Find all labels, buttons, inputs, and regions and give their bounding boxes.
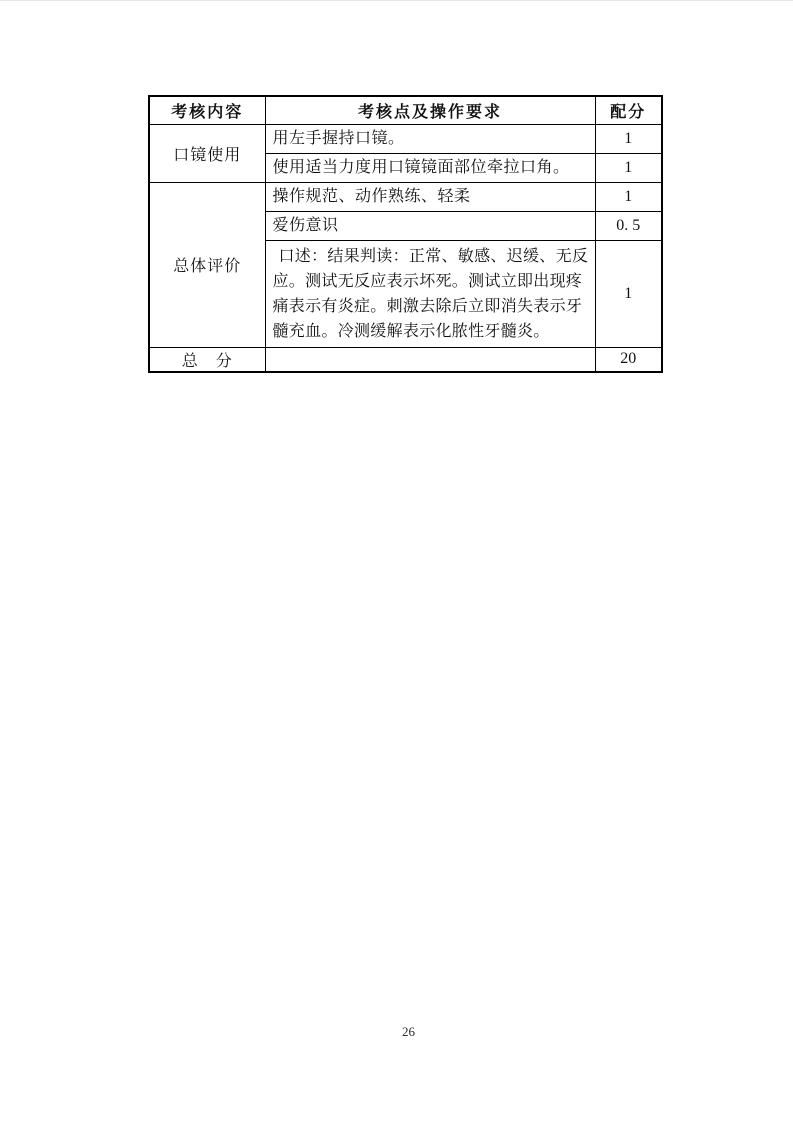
page-footer (0, 1024, 793, 1040)
score-cell-total: 20 (595, 347, 662, 372)
score-cell: 0. 5 (595, 211, 662, 240)
page-number: 26 (402, 1024, 415, 1039)
table-row-total (149, 347, 662, 372)
score-cell: 1 (595, 240, 662, 347)
assessment-score-table (148, 95, 663, 373)
item-cell: 使用适当力度用口镜镜面部位牵拉口角。 (265, 153, 595, 182)
group-cell-mouth-mirror-use: 口镜使用 (149, 124, 265, 182)
column-header-score: 配分 (595, 96, 662, 124)
table-row (149, 182, 662, 211)
column-header-assessment-content: 考核内容 (149, 96, 265, 124)
item-cell: 操作规范、动作熟练、轻柔 (265, 182, 595, 211)
item-cell: 用左手握持口镜。 (265, 124, 595, 153)
item-cell-oral-result-interpretation: 口述：结果判读：正常、敏感、迟缓、无反应。测试无反应表示坏死。测试立即出现疼痛表示有炎症。刺激去除后立即消失表示牙髓充血。冷测缓解表示化脓性牙髓炎。 (265, 240, 595, 347)
score-cell: 1 (595, 182, 662, 211)
column-header-assessment-points: 考核点及操作要求 (265, 96, 595, 124)
group-cell-total-score: 总 分 (149, 347, 265, 372)
table-row (149, 124, 662, 153)
score-cell: 1 (595, 124, 662, 153)
score-cell: 1 (595, 153, 662, 182)
group-cell-overall-evaluation: 总体评价 (149, 182, 265, 347)
item-cell-empty (265, 347, 595, 372)
table-header-row (149, 96, 662, 124)
page-top-divider (0, 0, 793, 1)
item-cell: 爱伤意识 (265, 211, 595, 240)
